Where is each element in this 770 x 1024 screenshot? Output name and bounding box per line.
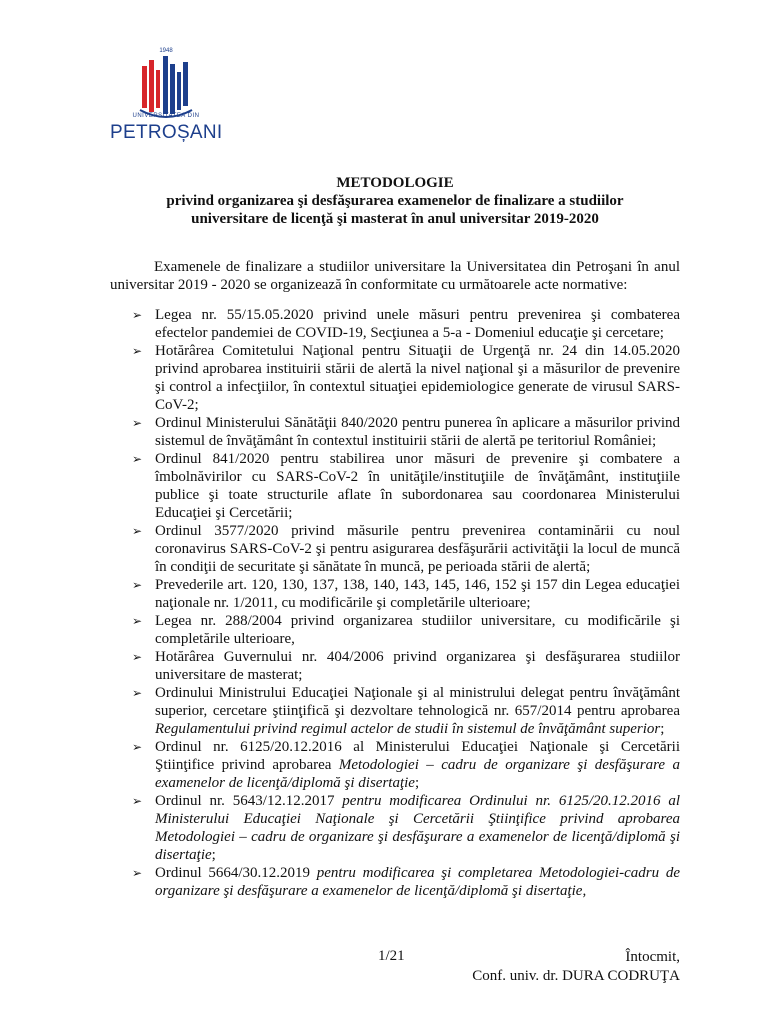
list-item (110, 306, 680, 342)
list-item-text: Ordinului Ministrului Educaţiei Naţionale şi al ministrului delegat pentru învăţământ superior, cercetare ştiinţifică şi dezvoltare tehnologică nr. 657/2014 pentru aprobarea (155, 685, 680, 719)
arrow-bullet-icon: ➢ (132, 614, 143, 628)
list-item-text: Ordinul 3577/2020 privind măsurile pentru prevenirea contaminării cu noul coronavirus SARS-CoV-2 şi pentru asigurarea desfăşurării activităţii la locul de muncă în condiţii de securitate şi sănătate în muncă, pe perioada stării de alertă; (155, 523, 680, 575)
list-item (110, 414, 680, 450)
arrow-bullet-icon: ➢ (132, 524, 143, 538)
arrow-bullet-icon: ➢ (132, 866, 143, 880)
logo-bar-blue-3 (177, 72, 181, 110)
list-item (110, 576, 680, 612)
list-item (110, 648, 680, 684)
list-item (110, 864, 680, 900)
list-item (110, 522, 680, 576)
list-item-italic-text: Regulamentului privind regimul actelor de studii în sistemul de învăţământ superior (155, 721, 661, 737)
arrow-bullet-icon: ➢ (132, 578, 143, 592)
author-name: Conf. univ. dr. DURA CODRUŢA (472, 968, 680, 984)
list-item-text: Prevederile art. 120, 130, 137, 138, 140, 143, 145, 146, 152 şi 157 din Legea educaţiei naţionale nr. 1/2011, cu modificările şi completările ulterioare; (155, 577, 680, 611)
footer-signature (472, 948, 680, 986)
logo-bar-blue-2 (170, 64, 175, 114)
arrow-bullet-icon: ➢ (132, 308, 143, 322)
logo-bar-blue-4 (183, 62, 188, 106)
arrow-bullet-icon: ➢ (132, 650, 143, 664)
list-item (110, 450, 680, 522)
list-item (110, 342, 680, 414)
logo-year: 1948 (159, 48, 173, 54)
arrow-bullet-icon: ➢ (132, 344, 143, 358)
list-item-tail: ; (660, 721, 665, 737)
title-line-2: privind organizarea şi desfăşurarea examenelor de finalizare a studiilor (166, 193, 624, 209)
list-item-italic-text: Metodologiei – cadru de organizare şi desfăşurare a examenelor de licenţă/diplomă şi disertaţie (155, 757, 681, 791)
document-title (110, 174, 680, 228)
title-line-3: universitare de licenţă şi masterat în anul universitar 2019-2020 (191, 211, 599, 227)
title-line-1: METODOLOGIE (336, 175, 454, 191)
list-item-text: Hotărârea Guvernului nr. 404/2006 privind organizarea şi desfăşurarea studiilor universitare de masterat; (155, 649, 680, 683)
arrow-bullet-icon: ➢ (132, 740, 143, 754)
list-item-text: Hotărârea Comitetului Naţional pentru Situaţii de Urgenţă nr. 24 din 14.05.2020 privind aprobarea instituirii stării de alertă la nivel naţional şi a măsurilor de prevenire şi control a infecţiilor, în contextul situaţiei epidemiologice generate de virusul SARS-CoV-2; (155, 343, 680, 413)
list-item (110, 792, 680, 864)
list-item-italic-text: pentru modificarea Ordinului nr. 6125/20.12.2016 al Ministerului Educaţiei Naţionale şi Cercetării Ştiinţifice privind aprobarea Metodologiei – cadru de organizare şi desfăşurare a examenelor de licenţă/diplomă şi disertaţie (155, 793, 680, 863)
list-item (110, 612, 680, 648)
logo-bar-red-1 (142, 66, 147, 108)
page-number: 1/21 (378, 948, 405, 964)
arrow-bullet-icon: ➢ (132, 794, 143, 808)
intro-paragraph (110, 258, 680, 294)
prepared-label: Întocmit, (625, 949, 680, 965)
list-item-text: Ordinul nr. 6125/20.12.2016 al Ministerului Educaţiei Naţionale şi Cercetării Ştiinţifice privind aprobarea (155, 739, 680, 773)
list-item (110, 738, 680, 792)
list-item-text: Legea nr. 288/2004 privind organizarea studiilor universitare, cu modificările şi completările ulterioare, (155, 613, 680, 647)
arrow-bullet-icon: ➢ (132, 452, 143, 466)
legal-acts-list (110, 306, 680, 900)
arrow-bullet-icon: ➢ (132, 416, 143, 430)
list-item-text: Ordinul nr. 5643/12.12.2017 (155, 793, 343, 809)
logo-bar-red-3 (156, 70, 160, 108)
list-item-tail: ; (414, 775, 420, 791)
logo-caption-big: PETROȘANI (110, 122, 223, 143)
list-item-text: Ordinul 841/2020 pentru stabilirea unor măsuri de prevenire şi combatere a îmbolnăvirilor cu SARS-CoV-2 în unităţile/instituţiile de învăţământ, instituţiile publice şi toate structurile aflate în subordonarea sau coordonarea Ministerului Educaţiei şi Cercetării; (155, 451, 680, 521)
logo-caption-small: UNIVERSITATEA DIN (132, 113, 200, 119)
list-item (110, 684, 680, 738)
list-item-text: Legea nr. 55/15.05.2020 privind unele măsuri pentru prevenirea şi combaterea efectelor pandemiei de COVID-19, Secţiunea a 5-a - Domeniul educaţie şi cercetare; (155, 307, 680, 341)
arrow-bullet-icon: ➢ (132, 686, 143, 700)
logo-bar-red-2 (149, 60, 154, 112)
intro-text: Examenele de finalizare a studiilor universitare la Universitatea din Petroşani în anul universitar 2019 - 2020 se organizează în conformitate cu următoarele acte normative: (110, 259, 680, 293)
logo-bar-blue-1 (163, 56, 168, 114)
list-item-text: Ordinul Ministerului Sănătăţii 840/2020 pentru punerea în aplicare a măsurilor privind sistemul de învăţământ în contextul instituirii stării de alertă pe teritoriul României; (155, 415, 680, 449)
list-item-italic-text: pentru modificarea şi completarea Metodologiei-cadru de organizare şi desfăşurare a examenelor de licenţă/diplomă şi disertaţie, (155, 865, 680, 899)
list-item-tail: ; (211, 847, 216, 863)
list-item-text: Ordinul 5664/30.12.2019 (155, 865, 317, 881)
